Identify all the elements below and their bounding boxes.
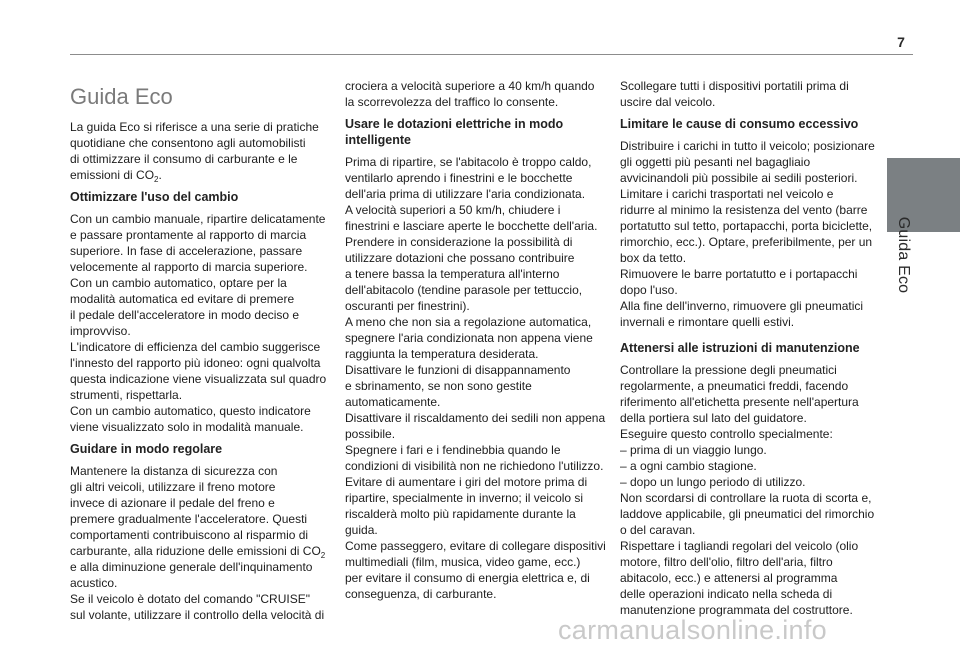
smooth-driving-heading: Guidare in modo regolare	[70, 442, 223, 456]
smooth-driving-text: Mantenere la distanza di sicurezza con gli altri veicoli, utilizzare il freno motore invece di azionare il pedale del freno e premere gradualmente l'acceleratore. Questi comportamenti contribuiscono al risparmio di carburante, alla riduzione delle emissioni di CO	[70, 464, 321, 558]
smooth-driving-text-end: e alla diminuzione generale dell'inquinamento acustico. Se il veicolo è dotato del comando "CRUISE" sul volante, utilizzare il controllo della velocità di	[70, 560, 325, 622]
electrical-heading: Usare le dotazioni elettriche in modo intelligente	[345, 117, 564, 147]
gearbox-heading: Ottimizzare l'uso del cambio	[70, 190, 239, 204]
chapter-tab-label: Guida Eco	[895, 216, 912, 294]
column-3	[620, 78, 882, 618]
maintenance-text: Controllare la pressione degli pneumatici regolarmente, a pneumatici freddi, facendo riferimento all'etichetta presente nell'apertura della portiera sul lato del guidatore. Eseguire questo controllo specialmente: – prima di un viaggio lungo. – a ogni cambio stagione. – dopo un lungo periodo di utilizzo. Non scordarsi di controllare la ruota di scorta e, laddove applicabile, gli pneumatici del rimorchio o del caravan. Rispettare i tagliandi regolari del veicolo (olio motore, filtro dell'olio, filtro dell'aria, filtro abitacolo, ecc.) e attenersi al programma delle operazioni indicato nella scheda di manutenzione programmata del costruttore.	[620, 363, 875, 617]
smooth-driving-continued: crociera a velocità superiore a 40 km/h quando la scorrevolezza del traffico lo consente.	[345, 79, 595, 109]
gearbox-text: Con un cambio manuale, ripartire delicatamente e passare prontamente al rapporto di marcia superiore. In fase di accelerazione, passare velocemente al rapporto di marcia superiore. Con un cambio automatico, optare per la modalità automatica ed evitare di premere il pedale dell'acceleratore in modo deciso e improvviso. L'indicatore di efficienza del cambio suggerisce l'innesto del rapporto più idoneo: ogni qualvolta questa indicazione viene visualizzata sul quadro strumenti, rispettarla. Con un cambio automatico, questo indicatore viene visualizzato solo in modalità manuale.	[70, 212, 327, 434]
consumption-heading: Limitare le cause di consumo eccessivo	[620, 117, 859, 131]
page-number: 7	[897, 34, 905, 50]
column-2	[345, 78, 607, 602]
electrical-text: Prima di ripartire, se l'abitacolo è troppo caldo, ventilarlo aprendo i finestrini e le bocchette dell'aria prima di utilizzare l'aria condizionata. A velocità superiori a 50 km/h, chiudere i finestrini e lasciare aperte le bocchette dell'aria. Prendere in considerazione la possibilità di utilizzare dotazioni che possano contribuire a tenere bassa la temperatura all'interno dell'abitacolo (tendine parasole per tettuccio, oscuranti per finestrini). A meno che non sia a regolazione automatica, spegnere l'aria condizionata non appena viene raggiunta la temperatura desiderata. Disattivare le funzioni di disappannamento e sbrinamento, se non sono gestite automaticamente. Disattivare il riscaldamento dei sedili non appena possibile. Spegnere i fari e i fendinebbia quando le condizioni di visibilità non ne richiedono l'utilizzo. Evitare di aumentare i giri del motore prima di ripartire, specialmente in inverno; il veicolo si riscalderà molto più rapidamente durante la guida. Come passeggero, evitare di collegare dispositivi multimediali (film, musica, video game, ecc.) per evitare il consumo di energia elettrica e, di conseguenza, di carburante.	[345, 155, 606, 601]
intro-text: La guida Eco si riferisce a una serie di pratiche quotidiane che consentono agli automobilisti di ottimizzare il consumo di carburante e le emissioni di CO	[70, 120, 319, 182]
consumption-text: Distribuire i carichi in tutto il veicolo; posizionare gli oggetti più pesanti nel bagagliaio avvicinandoli più possibile ai sedili posteriori. Limitare i carichi trasportati nel veicolo e ridurre al minimo la resistenza del vento (barre portatutto sul tetto, portapacchi, porta biciclette, rimorchio, ecc.). Optare, preferibilmente, per un box da tetto. Rimuovere le barre portatutto e i portapacchi dopo l'uso. Alla fine dell'inverno, rimuovere gli pneumatici invernali e rimontare quelli estivi.	[620, 139, 875, 329]
page-title: Guida Eco	[70, 84, 173, 109]
intro-subscript: 2	[154, 175, 159, 184]
electrical-continued: Scollegare tutti i dispositivi portatili prima di uscire dal veicolo.	[620, 79, 849, 109]
watermark: carmanualsonline.info	[558, 615, 827, 645]
maintenance-heading: Attenersi alle istruzioni di manutenzione	[620, 341, 860, 355]
intro-text-end: .	[158, 168, 162, 182]
header-divider	[70, 54, 913, 55]
smooth-driving-paragraph	[70, 463, 334, 623]
smooth-driving-subscript: 2	[320, 551, 326, 560]
chapter-tab-label-wrap	[888, 200, 918, 310]
intro-paragraph	[70, 119, 334, 183]
column-1	[70, 78, 334, 623]
